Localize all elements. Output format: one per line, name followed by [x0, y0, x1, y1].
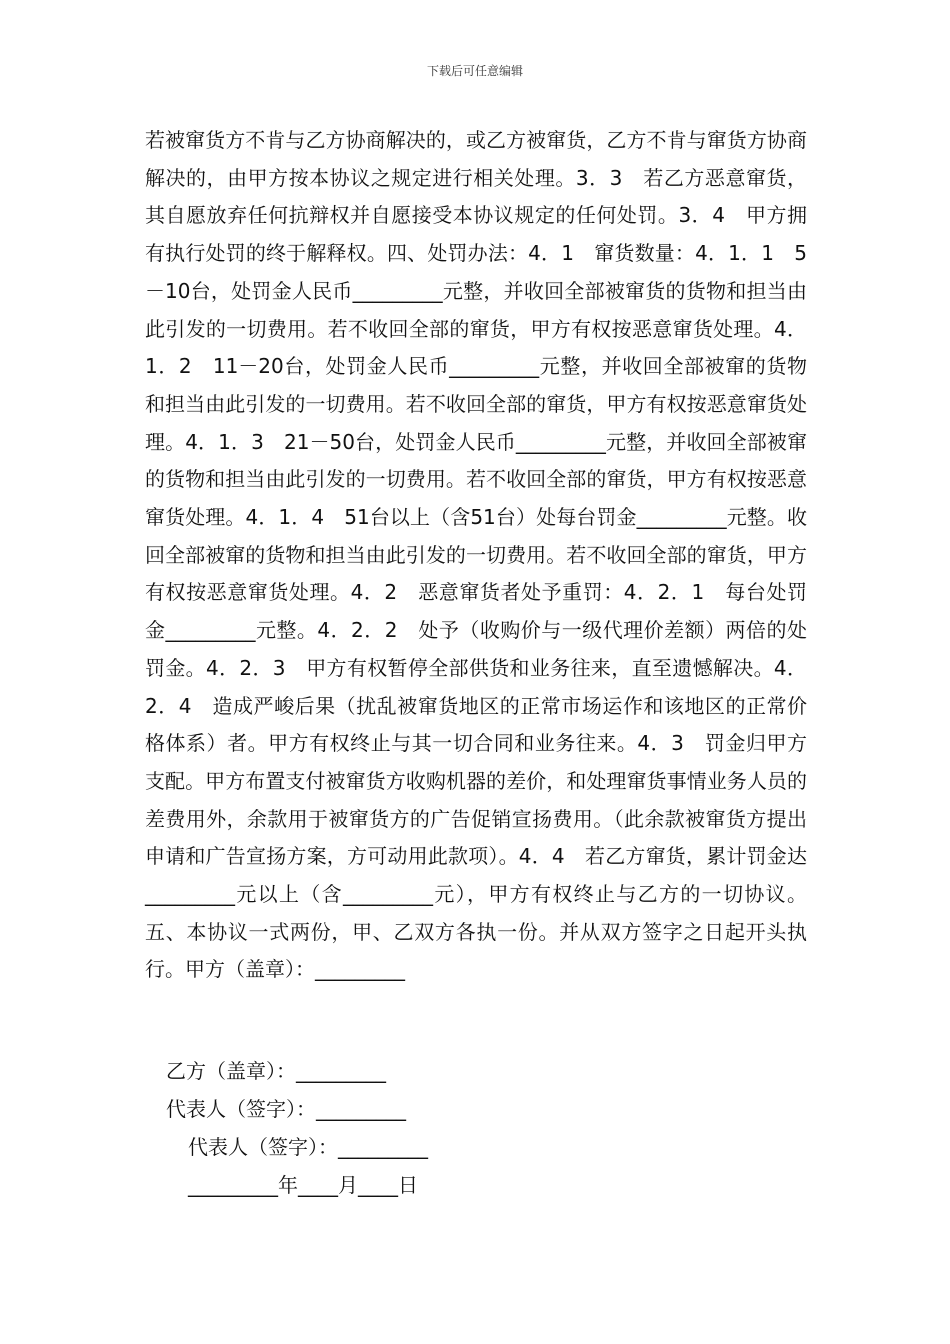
agreement-body-text: 若被窜货方不肯与乙方协商解决的，或乙方被窜货，乙方不肯与窜货方协商解决的，由甲方按本协议之规定进行相关处理。3．3 若乙方恶意窜货，其自愿放弃任何抗辩权并自愿接受本协议规定的任何处罚。3．4 甲方拥有执行处罚的终于解释权。四、处罚办法：4．1 窜货数量：4．1．1 5－10台，处罚金人民币_________元整，并收回全部被窜货的货物和担当由此引发的一切费用。若不收回全部的窜货，甲方有权按恶意窜货处理。4．1．2 11－20台，处罚金人民币_________元整，并收回全部被窜的货物和担当由此引发的一切费用。若不收回全部的窜货，甲方有权按恶意窜货处理。4．1．3 21－50台，处罚金人民币_________元整，并收回全部被窜的货物和担当由此引发的一切费用。若不收回全部的窜货，甲方有权按恶意窜货处理。4．1．4 51台以上（含51台）处每台罚金_________元整。收回全部被窜的货物和担当由此引发的一切费用。若不收回全部的窜货，甲方有权按恶意窜货处理。4．2 恶意窜货者处予重罚：4．2．1 每台处罚金_________元整。4．2．2 处予（收购价与一级代理价差额）两倍的处罚金。4．2．3 甲方有权暂停全部供货和业务往来，直至遗憾解决。4．2．4 造成严峻后果（扰乱被窜货地区的正常市场运作和该地区的正常价格体系）者。甲方有权终止与其一切合同和业务往来。4．3 罚金归甲方支配。甲方布置支付被窜货方收购机器的差价，和处理窜货事情业务人员的差费用外，余款用于被窜货方的广告促销宣扬费用。（此余款被窜货方提出申请和广告宣扬方案，方可动用此款项）。4．4 若乙方窜货，累计罚金达_________元以上（含_________元），甲方有权终止与乙方的一切协议。五、本协议一式两份，甲、乙双方各执一份。并从双方签字之日起开头执行。甲方（盖章）：_________	[145, 128, 807, 982]
date-line: _________年____月____日	[188, 1173, 418, 1197]
representative-signature-line-1: 代表人（签字）：_________	[166, 1097, 406, 1121]
representative-signature-line-2: 代表人（签字）：_________	[188, 1135, 428, 1159]
party-b-seal-line: 乙方（盖章）：_________	[166, 1059, 386, 1083]
page-header: 下载后可任意编辑	[426, 64, 523, 78]
